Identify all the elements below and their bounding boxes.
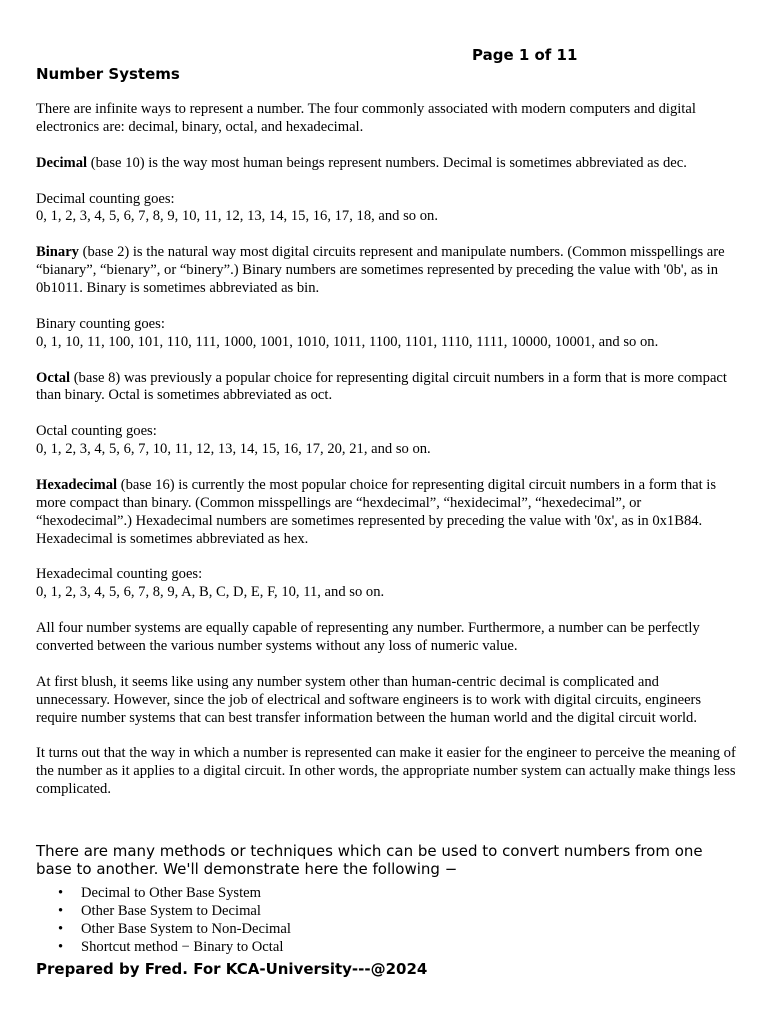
equal-capability-paragraph: All four number systems are equally capable of representing any number. Furthermore, a number can be perfectly converted between the various number systems without any loss of numeric value. xyxy=(36,620,700,655)
binary-counting-block xyxy=(36,316,736,352)
hexadecimal-counting-block xyxy=(36,566,736,602)
binary-paragraph xyxy=(36,244,736,298)
list-item xyxy=(36,921,291,939)
octal-counting-values: 0, 1, 2, 3, 4, 5, 6, 7, 10, 11, 12, 13, 14, 15, 16, 17, 20, 21, and so on. xyxy=(36,441,431,458)
list-item-label: Other Base System to Non-Decimal xyxy=(81,920,291,937)
hexadecimal-term: Hexadecimal xyxy=(36,476,118,493)
hexadecimal-counting-values: 0, 1, 2, 3, 4, 5, 6, 7, 8, 9, A, B, C, D, E, F, 10, 11, and so on. xyxy=(36,584,385,601)
binary-description: (base 2) is the natural way most digital circuits represent and manipulate numbers. (Common misspellings are “bianary”, “bienary”, or “binery”.) Binary numbers are sometimes represented by preceding the value with '0b', as in 0b1011. Binary is sometimes abbreviated as bin. xyxy=(36,244,725,297)
document-title: Number Systems xyxy=(36,65,180,83)
decimal-counting-block xyxy=(36,191,736,227)
bullet-icon: • xyxy=(58,902,64,919)
bullet-icon: • xyxy=(58,920,64,937)
octal-counting-label: Octal counting goes: xyxy=(36,423,157,440)
decimal-counting-values: 0, 1, 2, 3, 4, 5, 6, 7, 8, 9, 10, 11, 12, 13, 14, 15, 16, 17, 18, and so on. xyxy=(36,208,438,225)
hexadecimal-description: (base 16) is currently the most popular choice for representing digital circuit numbers in a form that is more compact than binary. (Common misspellings are “hexdecimal”, “hexidecimal”, “hexedecimal”, or “hexodecimal”.) Hexadecimal numbers are sometimes represented by preceding the value with '0x', as in 0x1B84. Hexadecimal is sometimes abbreviated as hex. xyxy=(36,476,717,547)
list-item-label: Decimal to Other Base System xyxy=(81,885,261,901)
first-blush-paragraph: At first blush, it seems like using any number system other than human-centric decimal is complicated and unnecessary. However, since the job of electrical and software engineers is to work with digital circuits, engineers require number systems that can best transfer information between the human world and the digital circuit world. xyxy=(36,673,702,726)
list-item xyxy=(36,939,291,957)
octal-term: Octal xyxy=(36,369,71,386)
binary-term: Binary xyxy=(36,244,79,261)
list-item-label: Shortcut method − Binary to Octal xyxy=(81,938,284,955)
conversion-methods-list xyxy=(36,885,291,957)
decimal-term: Decimal xyxy=(36,154,88,171)
list-item xyxy=(36,885,291,903)
page-footer: Prepared by Fred. For KCA-University---@2024 xyxy=(36,960,428,978)
bullet-icon: • xyxy=(58,938,64,955)
octal-counting-block xyxy=(36,423,736,459)
decimal-paragraph xyxy=(36,155,736,173)
intro-paragraph: There are infinite ways to represent a number. The four commonly associated with modern computers and digital electronics are: decimal, binary, octal, and hexadecimal. xyxy=(36,101,696,135)
conversion-methods-intro: There are many methods or techniques which can be used to convert numbers from one base to another. We'll demonstrate here the following − xyxy=(36,842,703,878)
hexadecimal-paragraph xyxy=(36,477,736,549)
page-number: Page 1 of 11 xyxy=(472,46,578,64)
document-body xyxy=(36,101,736,817)
decimal-counting-label: Decimal counting goes: xyxy=(36,190,175,207)
list-item-label: Other Base System to Decimal xyxy=(81,902,261,919)
hexadecimal-counting-label: Hexadecimal counting goes: xyxy=(36,566,203,583)
octal-paragraph xyxy=(36,370,736,406)
decimal-description: (base 10) is the way most human beings represent numbers. Decimal is sometimes abbreviated as dec. xyxy=(87,154,687,171)
list-item xyxy=(36,903,291,921)
octal-description: (base 8) was previously a popular choice for representing digital circuit numbers in a form that is more compact than binary. Octal is sometimes abbreviated as oct. xyxy=(36,369,727,404)
binary-counting-values: 0, 1, 10, 11, 100, 101, 110, 111, 1000, 1001, 1010, 1011, 1100, 1101, 1110, 1111, 10000, 10001, and so on. xyxy=(36,333,659,350)
bullet-icon: • xyxy=(58,885,64,901)
turns-out-paragraph: It turns out that the way in which a number is represented can make it easier for the engineer to perceive the meaning of the number as it applies to a digital circuit. In other words, the appropriate number system can actually make things less complicated. xyxy=(36,745,736,798)
binary-counting-label: Binary counting goes: xyxy=(36,315,165,332)
